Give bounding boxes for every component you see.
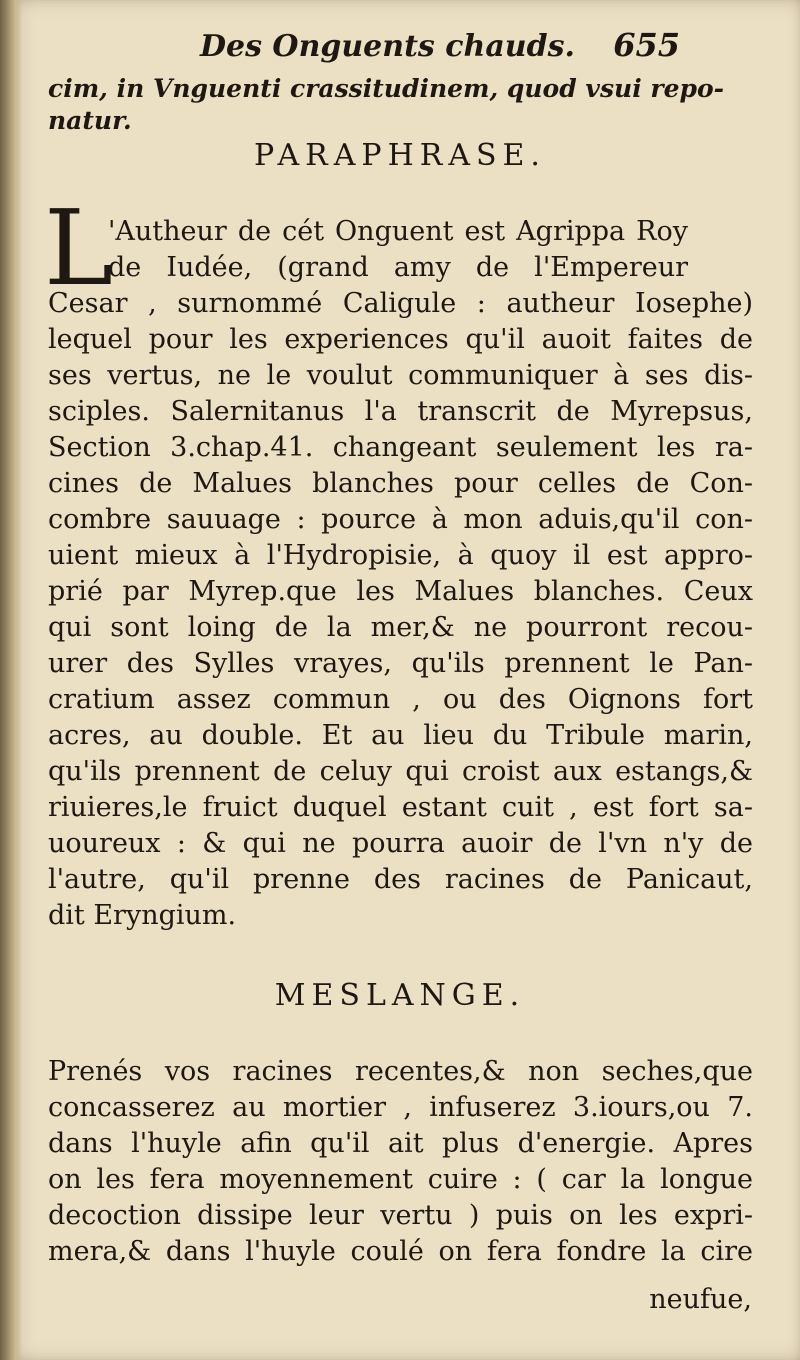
paraphrase-line: Section 3.chap.41. changeant seulement les ra- (48, 432, 753, 463)
paraphrase-line: combre sauuage : pource à mon aduis,qu'il con- (48, 504, 753, 535)
meslange-heading: MESLANGE. (274, 978, 526, 1013)
paraphrase-line: prié par Myrep.que les Malues blanches. Ceux (48, 576, 753, 607)
paraphrase-line: qu'ils prennent de celuy qui croist aux estangs,& (48, 756, 753, 787)
paraphrase-line: 'Autheur de cét Onguent est Agrippa Roy (108, 216, 688, 247)
page-number: 655 (613, 26, 680, 64)
paraphrase-line: cratium assez commun , ou des Oignons fort (48, 684, 753, 715)
running-title: Des Onguents chauds. (200, 29, 575, 64)
meslange-line: on les fera moyennement cuire : ( car la longue (48, 1164, 753, 1195)
paraphrase-line: acres, au double. Et au lieu du Tribule marin, (48, 720, 753, 751)
paraphrase-heading: PARAPHRASE. (254, 138, 546, 173)
paraphrase-line: de Iudée, (grand amy de l'Empereur (108, 252, 688, 283)
paraphrase-line: lequel pour les experiences qu'il auoit faites de (48, 324, 753, 355)
meslange-line: dans l'huyle afin qu'il ait plus d'energie. Apres (48, 1128, 753, 1159)
continuation-line-2: natur. (48, 106, 132, 135)
paraphrase-line: uient mieux à l'Hydropisie, à quoy il est appro- (48, 540, 753, 571)
meslange-line: decoction dissipe leur vertu ) puis on les expri- (48, 1200, 753, 1231)
paraphrase-line: ses vertus, ne le voulut communiquer à ses dis- (48, 360, 753, 391)
drop-cap: L (44, 187, 114, 309)
meslange-line: Prenés vos racines recentes,& non seches,que (48, 1056, 753, 1087)
meslange-line: mera,& dans l'huyle coulé on fera fondre la cire (48, 1236, 753, 1267)
meslange-line: concasserez au mortier , infuserez 3.iours,ou 7. (48, 1092, 753, 1123)
page-gutter (0, 0, 22, 1360)
paraphrase-line: Cesar , surnommé Caligule : autheur Iosephe) (48, 288, 753, 319)
catchword: neufue, (649, 1284, 752, 1315)
paraphrase-line: cines de Malues blanches pour celles de Con- (48, 468, 753, 499)
continuation-line-1: cim, in Vnguenti crassitudinem, quod vsui repo- (48, 74, 725, 103)
running-header (200, 26, 680, 64)
paraphrase-line: uoureux : & qui ne pourra auoir de l'vn n'y de (48, 828, 753, 859)
paraphrase-line: l'autre, qu'il prenne des racines de Panicaut, (48, 864, 753, 895)
paraphrase-line: dit Eryngium. (48, 900, 237, 931)
paraphrase-line: urer des Sylles vrayes, qu'ils prennent le Pan- (48, 648, 753, 679)
paraphrase-line: sciples. Salernitanus l'a transcrit de Myrepsus, (48, 396, 753, 427)
paraphrase-line: qui sont loing de la mer,& ne pourront recou- (48, 612, 753, 643)
paraphrase-line: riuieres,le fruict duquel estant cuit , est fort sa- (48, 792, 753, 823)
